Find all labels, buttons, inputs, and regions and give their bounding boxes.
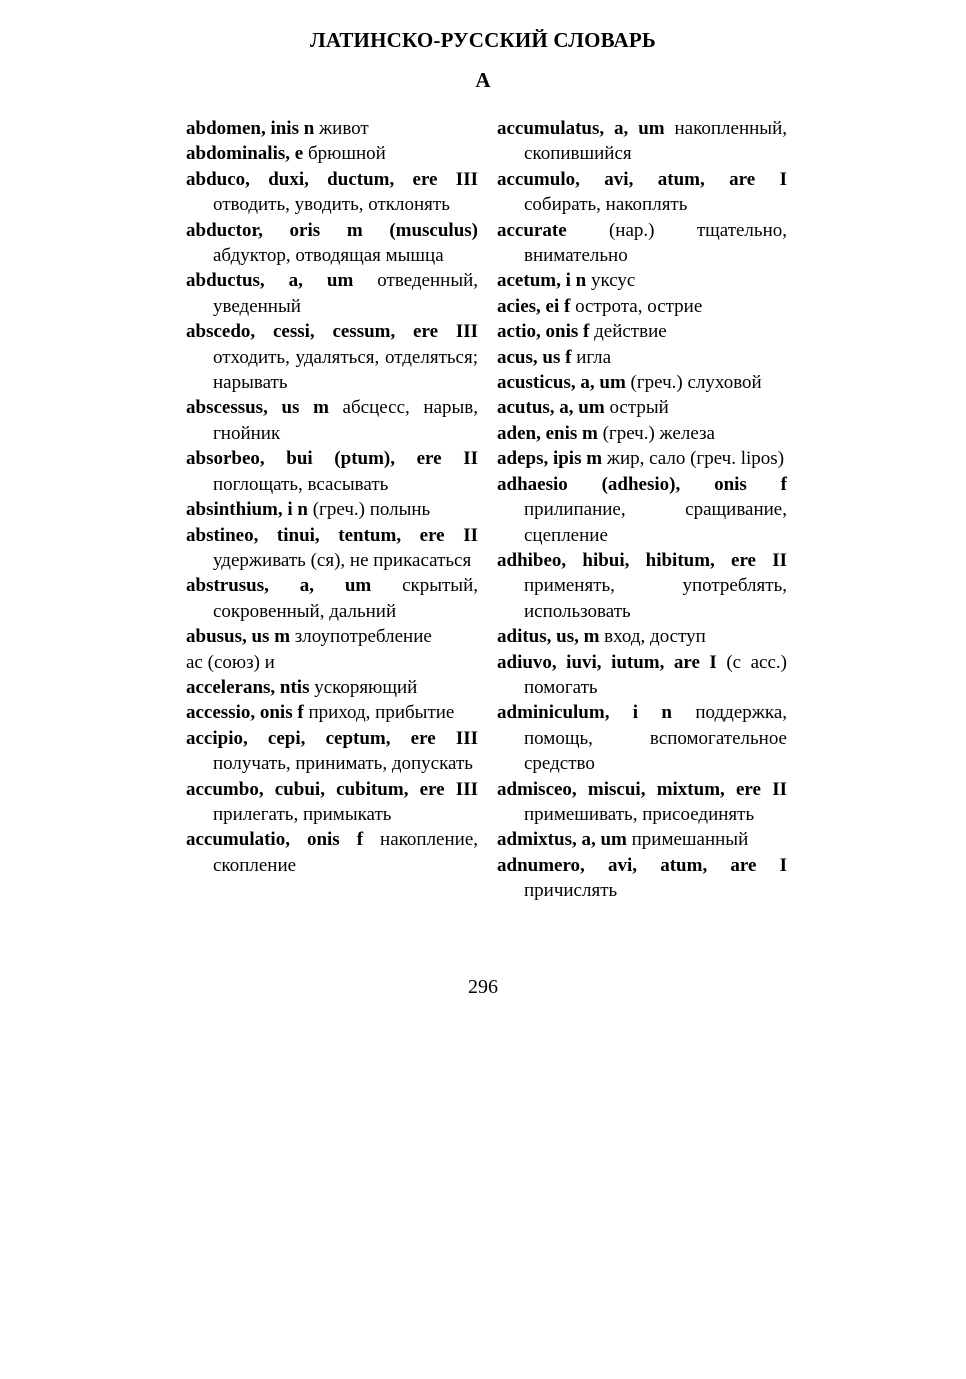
headword: accumulatio, onis f [186,829,364,851]
headword: accumbo, cubui, cubitum, ere III [186,778,478,800]
dictionary-entry [186,218,478,269]
headword: accumulatus, a, um [497,118,665,139]
dictionary-entry [186,827,478,878]
dictionary-entry [497,853,787,904]
dictionary-entry [497,827,787,852]
headword: adiuvo, iuvi, iutum, are I [497,651,717,673]
definition: накопление, скопление [213,829,478,876]
definition: примешанный [631,829,749,851]
definition: действие [594,321,667,343]
definition: отведенный, уведенный [213,270,478,317]
dictionary-entry [186,700,478,725]
definition: (греч.) полынь [312,499,431,521]
headword: abscedo, cessi, cessum, ere III [186,321,478,343]
dictionary-entry [186,141,478,166]
headword: abductus, a, um [186,270,354,292]
definition: вход, доступ [604,626,706,648]
page-title: ЛАТИНСКО-РУССКИЙ СЛОВАРЬ [309,28,657,52]
headword: adnumero, avi, atum, are I [497,854,787,876]
definition: поддержка, помощь, вспомогательное средство [524,702,788,775]
headword: accessio, onis f [186,702,304,724]
dictionary-entry [186,523,478,574]
headword: adeps, ipis m [497,448,603,470]
headword: abscessus, us m [186,397,329,419]
dictionary-entry [497,548,787,624]
dictionary-entry [186,650,478,675]
headword: aden, enis m [497,422,598,444]
dictionary-column-left [186,116,478,878]
definition: (нар.) тщательно, внимательно [524,219,788,267]
dictionary-entry [186,777,478,828]
headword: accipio, cepi, ceptum, ere III [186,727,478,749]
dictionary-entry [497,472,787,548]
headword: admixtus, a, um [497,829,627,851]
definition: абдуктор, отводящая мышца [213,245,444,267]
definition: (c acc.) помогать [524,651,787,698]
dictionary-entry [497,700,787,776]
definition: поглощать, всасывать [213,473,389,495]
dictionary-entry [497,650,787,701]
dictionary-entry [497,395,787,420]
definition: абсцесс, нарыв, гнойник [213,397,478,444]
section-letter: А [475,68,491,92]
dictionary-entry [497,268,787,293]
dictionary-entry [497,294,787,319]
headword: acusticus, a, um [497,372,626,394]
definition: злоупотребление [294,626,432,648]
dictionary-entry [497,624,787,649]
headword: abdominalis, e [186,143,304,165]
headword: accelerans, ntis [186,676,310,698]
dictionary-entry [497,446,787,471]
dictionary-entry [186,167,478,218]
headword: adminiculum, i n [497,702,672,724]
headword: abductor, oris m (musculus) [186,219,478,241]
headword: acies, ei f [497,295,571,317]
headword: abusus, us m [186,626,291,648]
headword: abstineo, tinui, tentum, ere II [186,524,478,546]
definition: удерживать (ся), не прикасаться [213,549,472,571]
dictionary-entry [186,319,478,395]
headword: admisceo, miscui, mixtum, ere II [497,778,787,800]
definition: собирать, накоплять [524,194,688,216]
headword: accumulo, avi, atum, are I [497,168,787,190]
definition: причислять [524,880,618,902]
headword: abstrusus, a, um [186,575,372,597]
dictionary-entry [186,268,478,319]
headword: aditus, us, m [497,626,600,648]
definition: жир, сало (греч. lipos) [606,448,785,470]
dictionary-entry [497,777,787,828]
definition: применять, употреблять, использовать [524,575,787,622]
headword: accurate [497,219,567,241]
dictionary-entry [497,218,787,269]
definition: ускоряющий [314,676,418,698]
dictionary-entry [186,573,478,624]
dictionary-column-right [497,116,787,904]
definition: острый [609,397,669,419]
dictionary-entry [497,345,787,370]
definition: скрытый, сокровенный, дальний [213,575,478,622]
dictionary-entry [186,726,478,777]
definition: примешивать, присоединять [524,803,755,825]
dictionary-entry [186,497,478,522]
definition: накопленный, скопившийся [524,118,787,165]
dictionary-entry [186,116,478,141]
dictionary-entry [497,421,787,446]
dictionary-entry [186,395,478,446]
headword: adhibeo, hibui, hibitum, ere II [497,549,787,571]
definition: игла [576,346,612,368]
definition: ac (союз) и [186,651,275,673]
headword: acetum, i n [497,270,587,292]
headword: actio, onis f [497,321,590,343]
dictionary-entry [186,446,478,497]
definition: живот [319,118,369,139]
dictionary-entry [186,675,478,700]
definition: брюшной [307,143,386,165]
dictionary-entry [497,167,787,218]
dictionary-entry [497,116,787,167]
definition: отходить, удаляться, отделяться; нарывать [213,346,478,394]
definition: острота, острие [575,295,703,317]
page-number: 296 [468,976,498,998]
headword: acus, us f [497,346,572,368]
headword: adhaesio (adhesio), onis f [497,473,787,495]
definition: отводить, уводить, отклонять [213,194,450,216]
dictionary-entry [497,370,787,395]
definition: прилегать, примыкать [213,803,392,825]
definition: (греч.) слуховой [630,372,762,394]
definition: получать, принимать, допускать [213,753,473,775]
definition: прилипание, сращивание, сцепление [524,499,787,546]
dictionary-entry [186,624,478,649]
headword: acutus, a, um [497,397,605,419]
definition: приход, прибытие [308,702,455,724]
definition: уксус [590,270,636,292]
definition: (греч.) железа [602,422,715,444]
headword: abdomen, inis n [186,118,315,139]
dictionary-entry [497,319,787,344]
headword: abduco, duxi, ductum, ere III [186,168,478,190]
headword: absinthium, i n [186,499,308,521]
headword: absorbeo, bui (ptum), ere II [186,448,478,470]
